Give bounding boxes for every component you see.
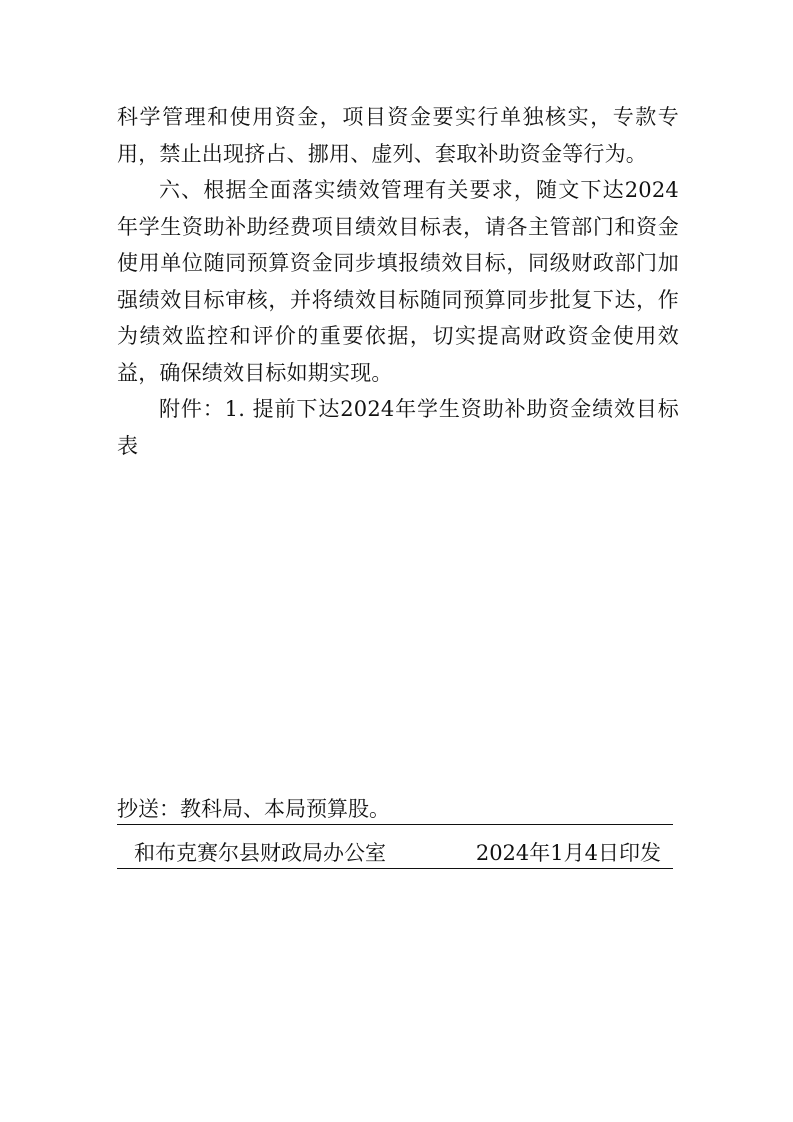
paragraph-funds-management: 科学管理和使用资金，项目资金要实行单独核实，专款专用，禁止出现挤占、挪用、虚列、套取补助资金等行为。 xyxy=(117,105,679,166)
paragraph-performance-targets: 六、根据全面落实绩效管理有关要求，随文下达2024年学生资助补助经费项目绩效目标表，请各主管部门和资金使用单位随同预算资金同步填报绩效目标，同级财政部门加强绩效目标审核，并将绩效目标随同预算同步批复下达，作为绩效监控和评价的重要依据，切实提高财政资金使用效益，确保绩效目标如期实现。 xyxy=(117,178,679,385)
cc-text: 抄送：教科局、本局预算股。 xyxy=(117,797,390,821)
issuing-office: 和布克赛尔县财政局办公室 xyxy=(134,841,386,865)
attachment-note: 附件：1. 提前下达2024年学生资助补助资金绩效目标表 xyxy=(117,397,679,458)
cc-recipients xyxy=(117,794,673,825)
document-body xyxy=(117,99,679,464)
issue-date: 2024年1月4日印发 xyxy=(475,841,661,865)
issuance-line xyxy=(117,838,673,869)
